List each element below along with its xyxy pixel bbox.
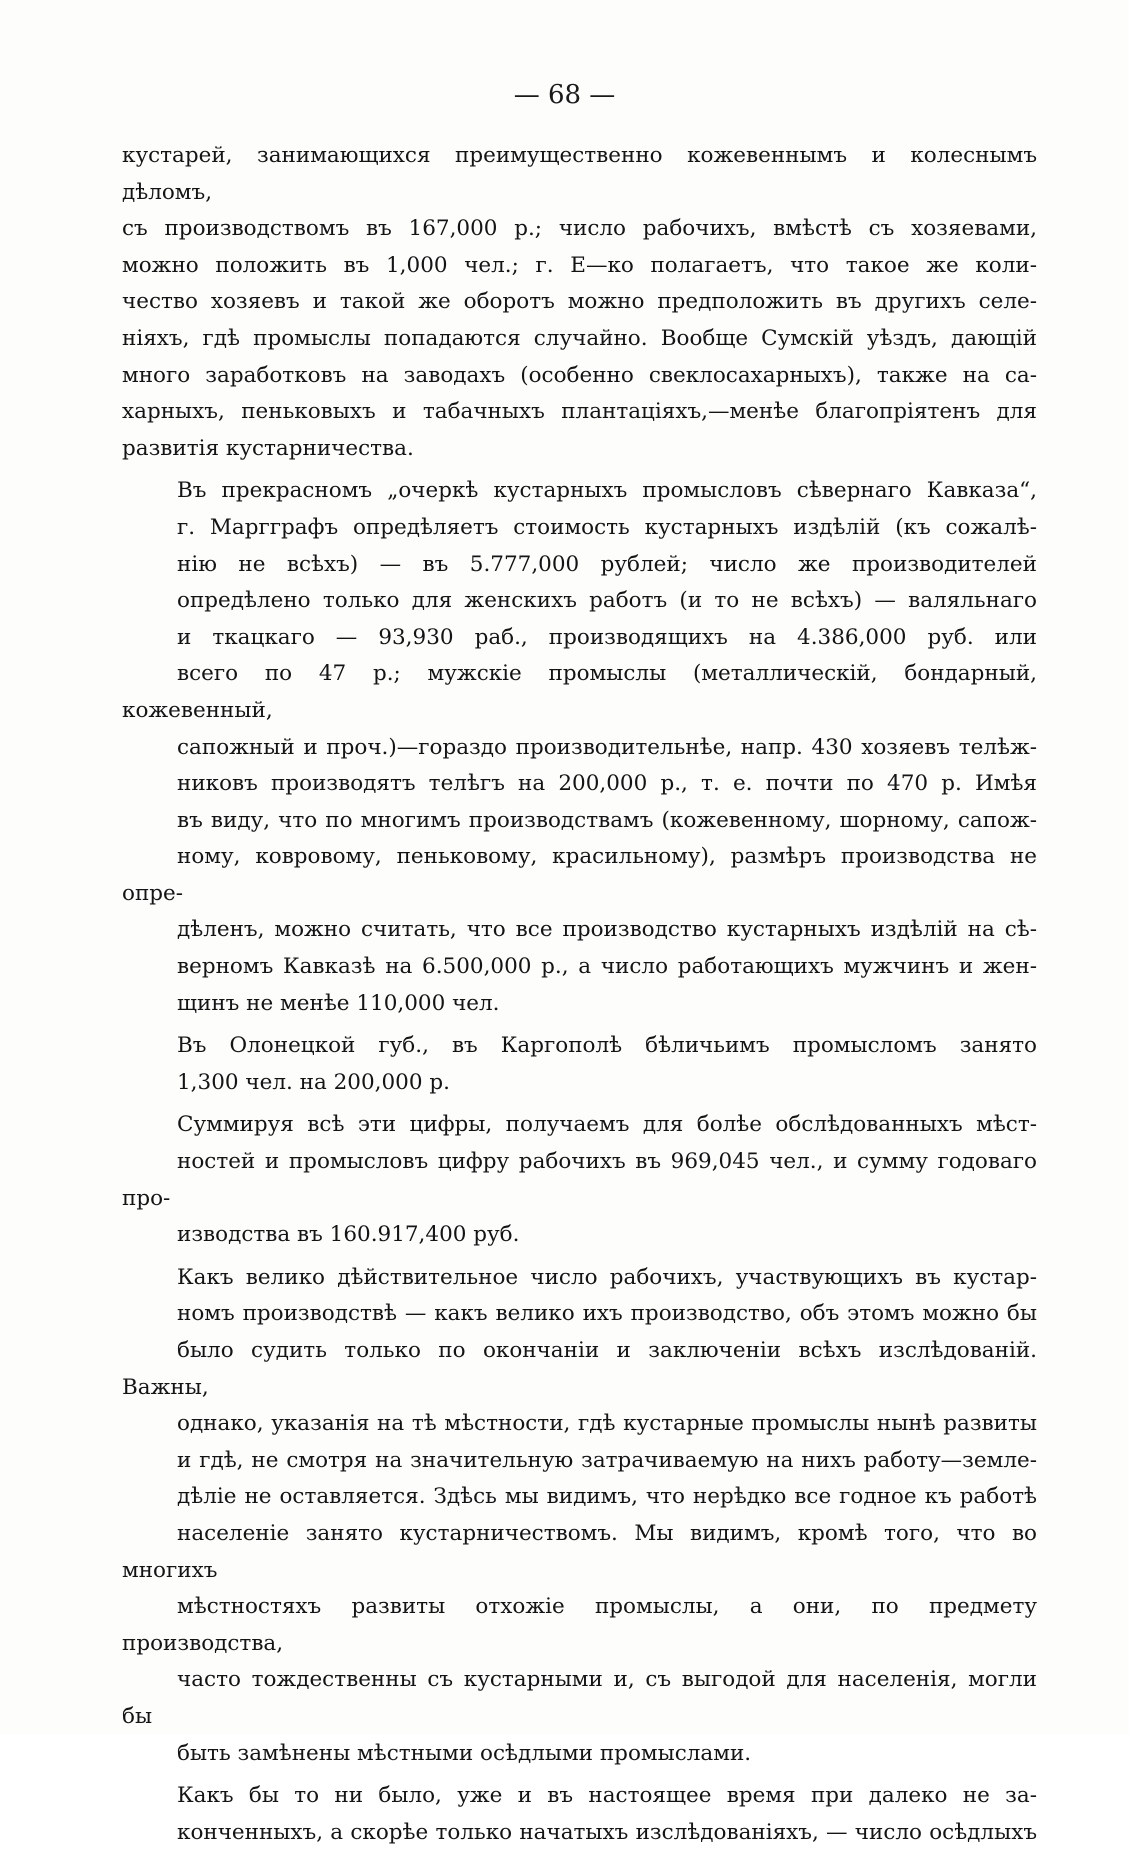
text-line: 1,300 чел. на 200,000 р.	[177, 1069, 450, 1095]
text-line: много заработковъ на заводахъ (особенно свеклосахарныхъ), также на са-	[122, 362, 1037, 388]
text-line: можно положить въ 1,000 чел.; г. Е—ко полагаетъ, что такое же коли-	[122, 252, 1037, 278]
paragraph-4	[122, 1107, 1037, 1253]
text-line: развитія кустарничества.	[122, 435, 414, 461]
paragraph-5	[122, 1260, 1037, 1772]
text-line: часто тождественны съ кустарными и, съ выгодой для населенія, могли бы	[122, 1667, 1037, 1729]
text-line: ному, ковровому, пеньковому, красильному), размѣръ производства не опре-	[122, 844, 1037, 906]
text-line: ностей и промысловъ цифру рабочихъ въ 969,045 чел., и сумму годоваго про-	[122, 1149, 1037, 1211]
text-line: было судить только по окончаніи и заключеніи всѣхъ изслѣдованій. Важны,	[122, 1338, 1037, 1400]
paragraph-1	[122, 138, 1037, 467]
text-line: дѣліе не оставляется. Здѣсь мы видимъ, что нерѣдко все годное къ работѣ	[177, 1484, 1037, 1510]
text-line: кустарей, занимающихся преимущественно кожевеннымъ и колеснымъ дѣломъ,	[122, 143, 1037, 205]
text-line: и гдѣ, не смотря на значительную затрачиваемую на нихъ работу—земле-	[177, 1447, 1037, 1473]
text-line: щинъ не менѣе 110,000 чел.	[177, 990, 500, 1016]
page-number: — 68 —	[513, 80, 616, 110]
text-line: дѣленъ, можно считать, что все производство кустарныхъ издѣлій на сѣ-	[177, 917, 1037, 943]
body-text	[122, 138, 1037, 1857]
text-line: верномъ Кавказѣ на 6.500,000 р., а число работающихъ мужчинъ и жен-	[177, 954, 1037, 980]
text-line: однако, указанія на тѣ мѣстности, гдѣ кустарные промыслы нынѣ развиты	[177, 1411, 1037, 1437]
text-line: и ткацкаго — 93,930 раб., производящихъ на 4.386,000 руб. или	[177, 624, 1037, 650]
text-line: харныхъ, пеньковыхъ и табачныхъ плантаціяхъ,—менѣе благопріятенъ для	[122, 399, 1037, 425]
text-line: въ виду, что по многимъ производствамъ (кожевенному, шорному, сапож-	[177, 807, 1037, 833]
text-line: номъ производствѣ — какъ велико ихъ производство, объ этомъ можно бы	[177, 1301, 1037, 1327]
text-line: опредѣлено только для женскихъ работъ (и то не всѣхъ) — валяльнаго	[177, 588, 1037, 614]
text-line: Какъ бы то ни было, уже и въ настоящее время при далеко не за-	[177, 1783, 1037, 1809]
text-line: г. Маргграфъ опредѣляетъ стоимость кустарныхъ издѣлій (къ сожалѣ-	[177, 514, 1037, 540]
text-line: Суммируя всѣ эти цифры, получаемъ для болѣе обслѣдованныхъ мѣст-	[177, 1112, 1037, 1138]
text-line: населеніе занято кустарничествомъ. Мы видимъ, кромѣ того, что во многихъ	[122, 1520, 1037, 1583]
text-line: Какъ велико дѣйствительное число рабочихъ, участвующихъ въ кустар-	[177, 1264, 1037, 1290]
text-line: мѣстностяхъ развиты отхожіе промыслы, а они, по предмету производства,	[122, 1594, 1037, 1656]
text-line: Въ Олонецкой губ., въ Каргополѣ бѣличьимъ промысломъ занято	[177, 1033, 1037, 1059]
text-line: съ производствомъ въ 167,000 р.; число рабочихъ, вмѣстѣ съ хозяевами,	[122, 216, 1037, 242]
paragraph-6	[122, 1778, 1037, 1851]
text-line: Въ прекрасномъ „очеркѣ кустарныхъ промысловъ сѣвернаго Кавказа“,	[177, 478, 1037, 504]
paragraph-2	[122, 473, 1037, 1022]
paragraph-3	[122, 1028, 1037, 1101]
text-line: нію не всѣхъ) — въ 5.777,000 рублей; число же производителей	[177, 551, 1037, 577]
text-line: ніяхъ, гдѣ промыслы попадаются случайно. Вообще Сумскій уѣздъ, дающій	[122, 325, 1037, 351]
text-line: конченныхъ, а скорѣе только начатыхъ изслѣдованіяхъ, — число осѣдлыхъ	[177, 1819, 1037, 1845]
text-line: сапожный и проч.)—гораздо производительнѣе, напр. 430 хозяевъ телѣж-	[177, 734, 1037, 760]
text-line: изводства въ 160.917,400 руб.	[177, 1222, 520, 1248]
text-line: всего по 47 р.; мужскіе промыслы (металлическій, бондарный, кожевенный,	[122, 661, 1037, 723]
text-line: никовъ производятъ телѣгъ на 200,000 р., т. е. почти по 470 р. Имѣя	[177, 771, 1037, 797]
text-line: чество хозяевъ и такой же оборотъ можно предположить въ другихъ селе-	[122, 289, 1037, 315]
text-line: быть замѣнены мѣстными осѣдлыми промыслами.	[177, 1740, 752, 1766]
